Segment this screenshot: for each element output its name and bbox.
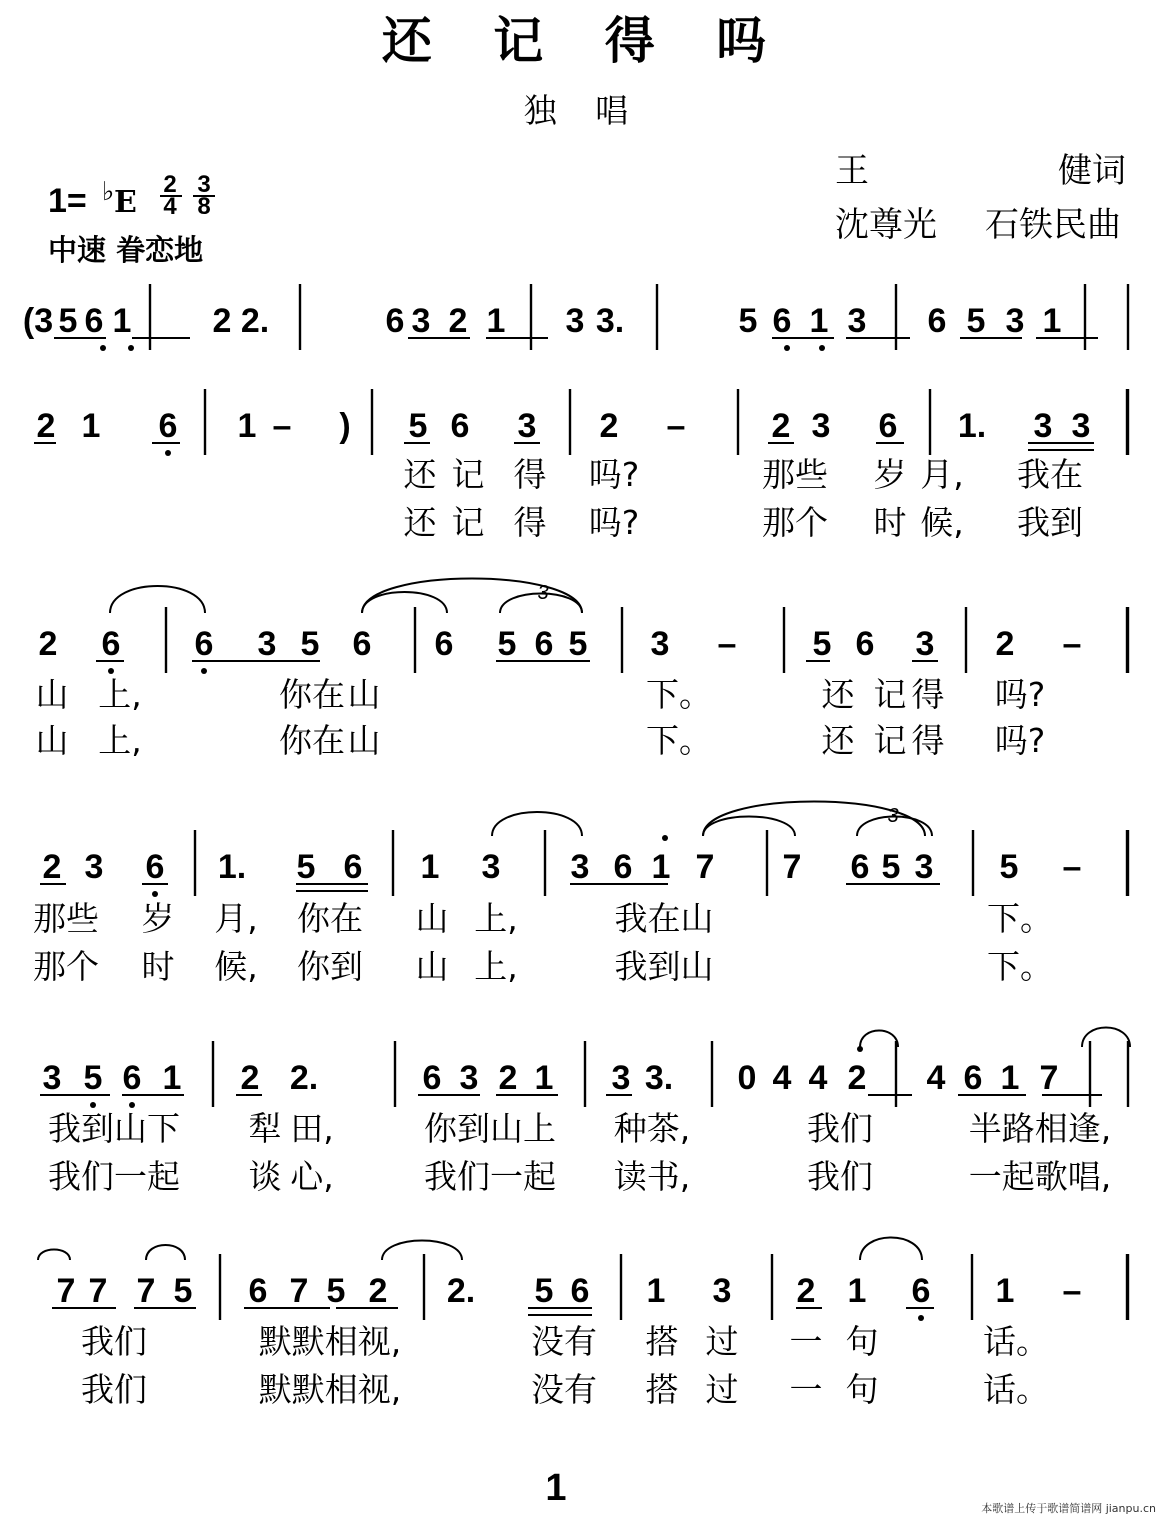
note: 1 <box>646 1272 666 1310</box>
note: 7 <box>56 1272 76 1310</box>
note: 1. <box>217 848 247 886</box>
lyric-word: 过 <box>705 1322 739 1361</box>
lyric-word: 还 <box>403 503 437 542</box>
lyric-word: 我们一起 <box>424 1157 556 1196</box>
note: 2 <box>38 625 58 663</box>
octave-dot <box>201 668 207 674</box>
lyric-word: 下。 <box>987 947 1053 986</box>
time-signatures <box>160 171 215 220</box>
note: 3 <box>847 302 867 340</box>
note: 6 <box>878 407 898 445</box>
lyric-word: 我在 <box>1017 455 1083 494</box>
lyric-word: 一起歌唱, <box>968 1157 1112 1196</box>
note: 3 <box>1071 407 1091 445</box>
lyric-word: 记 <box>451 455 485 494</box>
lyric-word: 还 <box>821 721 855 760</box>
lyric-word: 搭 <box>645 1370 679 1409</box>
note: 5 <box>296 848 316 886</box>
note: 6 <box>122 1059 142 1097</box>
composer-credit: 沈尊光 石铁民曲 <box>835 205 1121 245</box>
lyric-word: 读书, <box>613 1157 691 1196</box>
note: 7 <box>782 848 802 886</box>
note: 6 <box>248 1272 268 1310</box>
music-system <box>38 1238 1128 1410</box>
octave-dot <box>784 345 790 351</box>
lyric-word: 吗? <box>588 455 640 494</box>
lyric-word: 候, <box>214 947 258 986</box>
note: 1 <box>81 407 101 445</box>
dash-note: – <box>1062 625 1082 663</box>
note: 1 <box>809 302 829 340</box>
lyric-word: 山 <box>35 675 69 714</box>
lyric-word: 月, <box>920 455 964 494</box>
note: 6 <box>194 625 214 663</box>
slur <box>860 1031 898 1048</box>
note: 2. <box>446 1272 476 1310</box>
lyric-word: 那些 <box>33 899 99 938</box>
watermark-text: 本歌谱上传于歌谱简谱网 jianpu.cn <box>981 1502 1156 1515</box>
octave-dot <box>128 345 134 351</box>
note: 6 <box>158 407 178 445</box>
note: 6 <box>343 848 363 886</box>
note: 6 <box>145 848 165 886</box>
song-subtitle: 独 唱 <box>523 91 643 130</box>
page-number: 1 <box>545 1467 567 1509</box>
lyric-word: 我们一起 <box>48 1157 180 1196</box>
note: (3 <box>22 302 54 340</box>
note: 3 <box>570 848 590 886</box>
note: 1 <box>534 1059 554 1097</box>
lyric-word: 时 <box>873 503 907 542</box>
octave-dot <box>108 668 114 674</box>
lyric-word: 我到山 <box>614 947 714 986</box>
note: 3 <box>481 848 501 886</box>
credits <box>835 151 1126 245</box>
octave-dot <box>152 891 158 897</box>
lyric-word: 吗? <box>994 721 1046 760</box>
note: 6 <box>772 302 792 340</box>
lyric-word: 山 <box>347 721 381 760</box>
note: 1 <box>847 1272 867 1310</box>
lyric-word: 一 <box>789 1370 823 1409</box>
music-system <box>40 1028 1130 1197</box>
note: 3 <box>712 1272 732 1310</box>
lyric-word: 谈 <box>248 1157 282 1196</box>
lyric-word: 山 <box>347 675 381 714</box>
key-signature <box>48 177 137 220</box>
note: 6 <box>84 302 104 340</box>
note: 2 <box>796 1272 816 1310</box>
note: 1 <box>651 848 671 886</box>
note: 5 <box>326 1272 346 1310</box>
note: 1. <box>957 407 987 445</box>
note: 3 <box>459 1059 479 1097</box>
lyric-word: 上, <box>98 721 142 760</box>
note: 3 <box>42 1059 62 1097</box>
note: 0 <box>737 1059 757 1097</box>
lyric-word: 记 <box>451 503 485 542</box>
note: 5 <box>738 302 758 340</box>
lyric-word: 默默相视, <box>258 1322 402 1361</box>
note: 1 <box>237 407 257 445</box>
lyric-word: 得 <box>911 675 945 714</box>
lyric-word: 你在 <box>297 899 363 938</box>
lyricist-credit: 王 健词 <box>835 151 1126 191</box>
note: 2 <box>212 302 232 340</box>
note: 5 <box>568 625 588 663</box>
note: 6 <box>570 1272 590 1310</box>
note: 3 <box>1033 407 1053 445</box>
note: ) <box>339 407 351 445</box>
lyric-word: 没有 <box>531 1370 597 1409</box>
note: 5 <box>173 1272 193 1310</box>
lyric-word: 默默相视, <box>258 1370 402 1409</box>
lyric-word: 我们 <box>81 1370 147 1409</box>
octave-dot <box>662 835 668 841</box>
note: 2 <box>995 625 1015 663</box>
note: 6 <box>613 848 633 886</box>
note: 2 <box>36 407 56 445</box>
note: 4 <box>926 1059 946 1097</box>
time-signature-denominator: 4 <box>163 193 177 220</box>
note: 6 <box>385 302 405 340</box>
note: 2 <box>240 1059 260 1097</box>
flat-icon: ♭ <box>102 177 115 207</box>
note: 2. <box>289 1059 319 1097</box>
time-signature-numerator: 2 <box>163 171 177 198</box>
octave-dot <box>100 345 106 351</box>
note: 5 <box>999 848 1019 886</box>
octave-dot <box>90 1102 96 1108</box>
dash-note: – <box>1062 848 1082 886</box>
lyric-word: 没有 <box>531 1322 597 1361</box>
note: 6 <box>911 1272 931 1310</box>
note: 5 <box>83 1059 103 1097</box>
note: 6 <box>963 1059 983 1097</box>
lyric-word: 山 <box>35 721 69 760</box>
note: 2. <box>240 302 270 340</box>
note: 5 <box>58 302 78 340</box>
note: 7 <box>289 1272 309 1310</box>
lyric-word: 记 <box>873 721 907 760</box>
lyric-word: 种茶, <box>613 1109 691 1148</box>
note: 5 <box>300 625 320 663</box>
dash-note: – <box>717 625 737 663</box>
note: 4 <box>808 1059 828 1097</box>
lyric-word: 我到山下 <box>48 1109 180 1148</box>
lyric-word: 岁 <box>873 455 907 494</box>
lyric-word: 田, <box>290 1109 334 1148</box>
triplet-mark: 3 <box>887 805 899 827</box>
lyric-word: 那个 <box>762 503 828 542</box>
octave-dot <box>918 1315 924 1321</box>
lyric-word: 上, <box>474 899 518 938</box>
note: 1 <box>1042 302 1062 340</box>
music-system <box>36 579 1129 761</box>
note: 3 <box>650 625 670 663</box>
note: 1 <box>1000 1059 1020 1097</box>
octave-dot <box>129 1102 135 1108</box>
note: 6 <box>434 625 454 663</box>
note: 3 <box>811 407 831 445</box>
note: 3 <box>84 848 104 886</box>
slur <box>362 579 582 614</box>
lyric-word: 时 <box>141 947 175 986</box>
note: 2 <box>847 1059 867 1097</box>
lyric-word: 那个 <box>33 947 99 986</box>
lyric-word: 一 <box>789 1322 823 1361</box>
tempo-marking: 中速 眷恋地 <box>48 233 204 267</box>
key-prefix: 1= <box>48 182 87 220</box>
lyric-word: 还 <box>821 675 855 714</box>
lyric-word: 你在 <box>279 675 345 714</box>
lyric-word: 过 <box>705 1370 739 1409</box>
slur <box>703 817 795 837</box>
lyric-word: 上, <box>474 947 518 986</box>
note: 3 <box>1005 302 1025 340</box>
note: 2 <box>42 848 62 886</box>
note: 6 <box>927 302 947 340</box>
lyric-word: 话。 <box>983 1370 1049 1409</box>
slur <box>146 1245 185 1260</box>
triplet-mark: 3 <box>537 582 549 604</box>
note: 3. <box>595 302 625 340</box>
note: 3 <box>565 302 585 340</box>
lyric-word: 得 <box>513 455 547 494</box>
lyric-word: 我在山 <box>614 899 714 938</box>
lyric-word: 句 <box>845 1370 879 1409</box>
note: 1 <box>995 1272 1015 1310</box>
note: 2 <box>448 302 468 340</box>
slur <box>110 586 205 613</box>
slur <box>860 1238 922 1261</box>
time-signature-numerator: 3 <box>197 171 211 198</box>
note: 7 <box>1039 1059 1059 1097</box>
lyric-word: 我们 <box>807 1109 873 1148</box>
note: 3 <box>914 848 934 886</box>
note: 6 <box>422 1059 442 1097</box>
note: 2 <box>599 407 619 445</box>
lyric-word: 那些 <box>762 455 828 494</box>
key-letter: E <box>114 185 137 220</box>
lyric-word: 候, <box>920 503 964 542</box>
lyric-word: 下。 <box>646 721 712 760</box>
note: 7 <box>88 1272 108 1310</box>
song-title: 还 记 得 吗 <box>381 11 789 70</box>
lyric-word: 下。 <box>987 899 1053 938</box>
note: 1 <box>420 848 440 886</box>
lyric-word: 上, <box>98 675 142 714</box>
note: 3. <box>644 1059 674 1097</box>
lyric-word: 得 <box>911 721 945 760</box>
note: 6 <box>450 407 470 445</box>
note: 3 <box>611 1059 631 1097</box>
lyric-word: 我们 <box>81 1322 147 1361</box>
lyric-word: 我们 <box>807 1157 873 1196</box>
lyric-word: 句 <box>845 1322 879 1361</box>
note: 5 <box>966 302 986 340</box>
lyric-word: 岁 <box>141 899 175 938</box>
note: 2 <box>498 1059 518 1097</box>
dash-note: – <box>272 407 292 445</box>
music-systems <box>23 284 1130 1409</box>
note: 6 <box>534 625 554 663</box>
note: 5 <box>408 407 428 445</box>
dash-note: – <box>666 407 686 445</box>
note: 7 <box>136 1272 156 1310</box>
lyric-word: 你到 <box>297 947 363 986</box>
lyric-word: 山 <box>415 947 449 986</box>
note: 6 <box>850 848 870 886</box>
note: 4 <box>772 1059 792 1097</box>
note: 5 <box>497 625 517 663</box>
note: 2 <box>771 407 791 445</box>
lyric-word: 吗? <box>994 675 1046 714</box>
lyric-word: 你在 <box>279 721 345 760</box>
note: 3 <box>411 302 431 340</box>
dash-note: – <box>1062 1272 1082 1310</box>
octave-dot <box>819 345 825 351</box>
octave-dot <box>165 450 171 456</box>
lyric-word: 犁 <box>248 1109 282 1148</box>
lyric-word: 还 <box>403 455 437 494</box>
lyric-word: 山 <box>415 899 449 938</box>
note: 6 <box>855 625 875 663</box>
time-signature-denominator: 8 <box>197 193 211 220</box>
note: 6 <box>352 625 372 663</box>
lyric-word: 月, <box>214 899 258 938</box>
music-system <box>23 284 1128 351</box>
note: 6 <box>101 625 121 663</box>
note: 5 <box>881 848 901 886</box>
lyric-word: 吗? <box>588 503 640 542</box>
lyric-word: 搭 <box>645 1322 679 1361</box>
lyric-word: 我到 <box>1017 503 1083 542</box>
note: 7 <box>695 848 715 886</box>
note: 1 <box>486 302 506 340</box>
note: 5 <box>812 625 832 663</box>
note: 3 <box>257 625 277 663</box>
lyric-word: 心, <box>290 1157 334 1196</box>
lyric-word: 话。 <box>983 1322 1049 1361</box>
lyric-word: 你到山上 <box>424 1109 556 1148</box>
note: 5 <box>534 1272 554 1310</box>
note: 3 <box>517 407 537 445</box>
lyric-word: 半路相逢, <box>968 1109 1112 1148</box>
slur <box>382 1241 462 1261</box>
lyric-word: 下。 <box>646 675 712 714</box>
lyric-word: 记 <box>873 675 907 714</box>
note: 2 <box>368 1272 388 1310</box>
note: 3 <box>915 625 935 663</box>
note: 1 <box>112 302 132 340</box>
note: 1 <box>162 1059 182 1097</box>
slur <box>38 1250 70 1261</box>
lyric-word: 得 <box>513 503 547 542</box>
slur <box>492 812 582 836</box>
music-system <box>34 389 1128 542</box>
music-system <box>33 802 1128 987</box>
